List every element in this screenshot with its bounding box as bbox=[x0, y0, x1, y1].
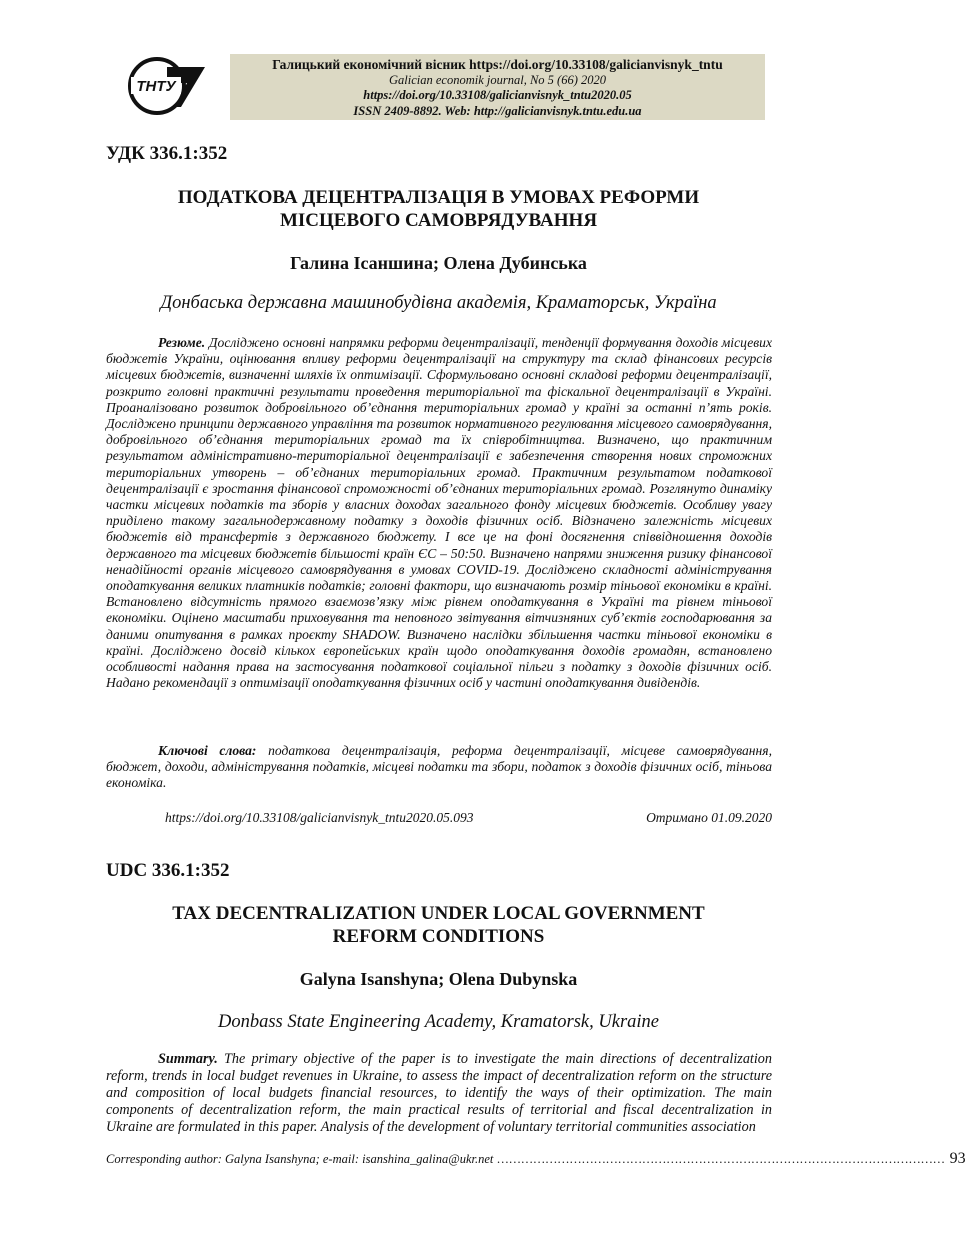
authors-ua: Галина Ісаншина; Олена Дубинська bbox=[290, 253, 587, 273]
udc-ua: УДК 336.1:352 bbox=[106, 143, 228, 164]
article-title-ua bbox=[100, 186, 777, 232]
title-en-line-2: REFORM CONDITIONS bbox=[332, 926, 545, 947]
abstract-text: Досліджено основні напрямки реформи децентралізації, тенденції формування доходів місцевих бюджетів України, оцінювання впливу реформи децентралізації на структуру та склад фінансових ресурсів місцевих бюджетів, визначенні шляхів їх оптимізації. Сформульовано основні складові реформи децентралізації, розкрито головні практичні результати проведення територіальної та фіскальної децентралізації в Україні. Проаналізовано розвиток добровільного об’єднання територіальних громад у країні за останні п’ять років. Досліджено принципи державного управління та розвиток нормативного регулювання місцевого самоврядування, добровільного об’єднання територіальних громад та їх співробітництва. Визначено, що практичним результатом адміністративно-територіальної децентралізації є забезпечення створення нових спроможних територіальних утворень – об’єднаних територіальних громад. Практичним результатом податкової децентралізації є зростання фінансової спроможності об’єднаних територіальних громад. Розглянуто динаміку частки місцевих податків та зборів у власних доходах загального фонду місцевих бюджетів. Особливу увагу приділено такому загальнодержавному податку з доходів фізичних осіб. Відзначено залежність місцевих бюджетів від трансфертів з державного бюджету. І все це на фоні досягнення співвідношення доходів державного та місцевих бюджетів більшості країн ЄС – 50:50. Визначено напрями зниження ризику фінансової ненадійності органів місцевого самоврядування в умовах COVID-19. Досліджено складності адміністрування оподаткування великих платників податків; головні фактори, що визначають розмір тіньової економіки в країні. Встановлено відсутність прямого взаємозв’язку між рівнем оподаткування в Україні та рівнем тіньової економіки. Оцінено масштаби приховування та неповного звітування вітчизняних суб’єктів господарювання за даними опитування в рамках проєкту SHADOW. Визначено наслідки збільшення частки тіньової економіки в країні. Досліджено досвід кількох європейських країн щодо оподаткування доходів громадян, встановлено особливості надання права на застосування податкової соціальної пільги з податку з доходів фізичних осіб. Надано рекомендації з оптимізації оподаткування фізичних осіб у частині оподаткування дивідендів. bbox=[106, 335, 772, 691]
abstract-ua bbox=[106, 335, 772, 691]
title-ua-line-2: МІСЦЕВОГО САМОВРЯДУВАННЯ bbox=[279, 210, 598, 231]
page-number: 93 bbox=[949, 1150, 966, 1167]
leader-dots: ………………………………………………………………………………………………… bbox=[497, 1152, 946, 1166]
journal-english-title: Galician economik journal, No 5 (66) 2020 bbox=[389, 72, 606, 87]
keywords-lead: Ключові слова: bbox=[158, 743, 257, 758]
journal-header bbox=[230, 54, 765, 120]
abstract-lead: Резюме. bbox=[158, 335, 206, 350]
received-date: Отримано 01.09.2020 bbox=[646, 810, 772, 825]
journal-website-link[interactable]: http://galicianvisnyk.tntu.edu.ua bbox=[473, 103, 642, 118]
issn-label: ISSN 2409-8892. Web: bbox=[353, 103, 474, 118]
article-doi-link[interactable]: https://doi.org/10.33108/galicianvisnyk_tntu2020.05.093 bbox=[165, 810, 474, 825]
article-title-en bbox=[100, 902, 777, 948]
logo-text: ТНТУ bbox=[136, 78, 176, 95]
udc-en: UDC 336.1:352 bbox=[106, 860, 230, 881]
authors-en: Galyna Isanshyna; Olena Dubynska bbox=[299, 969, 578, 989]
journal-issue-doi: https://doi.org/10.33108/galicianvisnyk_tntu2020.05 bbox=[363, 88, 632, 102]
title-en-line-1: TAX DECENTRALIZATION UNDER LOCAL GOVERNMENT bbox=[172, 903, 705, 924]
affiliation-ua: Донбаська державна машинобудівна академія, Краматорськ, Україна bbox=[160, 293, 717, 313]
keywords-ua bbox=[106, 743, 772, 792]
affiliation-en: Donbass State Engineering Academy, Kramatorsk, Ukraine bbox=[217, 1012, 660, 1032]
corresponding-author: Corresponding author: Galyna Isanshyna; e-mail: isanshina_galina@ukr.net bbox=[106, 1152, 494, 1166]
summary-en bbox=[106, 1051, 772, 1136]
journal-title-line: Галицький економічний вісник https://doi.org/10.33108/galicianvisnyk_tntu bbox=[272, 57, 723, 72]
title-ua-line-1: ПОДАТКОВА ДЕЦЕНТРАЛІЗАЦІЯ В УМОВАХ РЕФОРМИ bbox=[177, 187, 700, 208]
journal-issn-line bbox=[230, 104, 765, 120]
journal-logo bbox=[127, 55, 207, 117]
summary-text: The primary objective of the paper is to investigate the main directions of decentralization reform, trends in local budget revenues in Ukraine, to assess the impact of decentralization reform on the structure and composition of local budgets financial resources, to identify the ways of their optimization. The main components of decentralization reform, the main practical results of territorial and fiscal decentralization in Ukraine are formulated in this paper. Analysis of the development of voluntary territorial communities association bbox=[106, 1051, 772, 1135]
page-footer bbox=[106, 1150, 966, 1168]
keywords-text: податкова децентралізація, реформа децентралізації, місцеве самоврядування, бюджет, доходи, адміністрування податків, місцеві податки та збори, податок з доходів фізичних осіб, тіньова економіка. bbox=[106, 743, 773, 791]
summary-lead: Summary. bbox=[158, 1051, 218, 1067]
